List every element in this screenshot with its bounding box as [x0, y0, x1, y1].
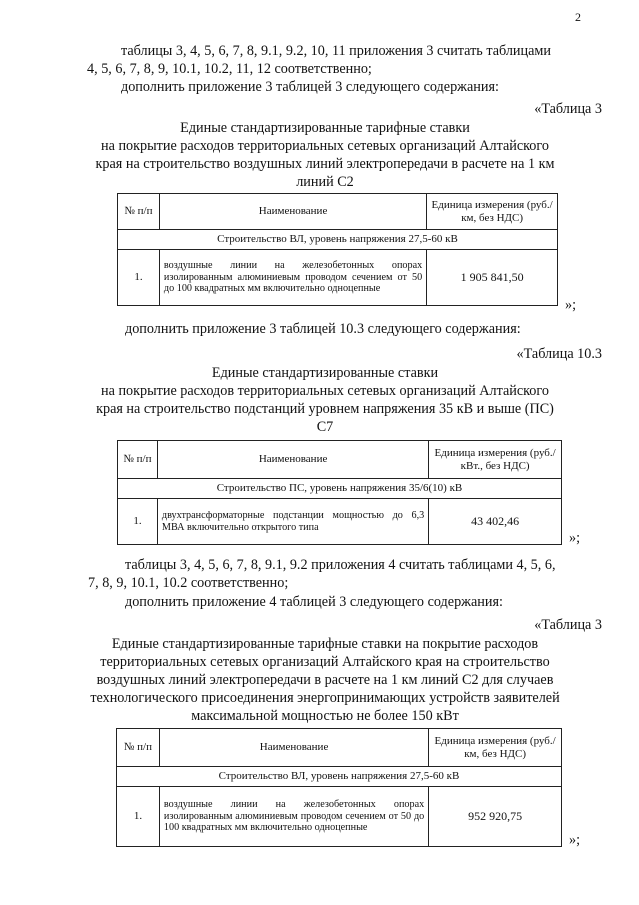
table3-head-num: № п/п [117, 729, 160, 767]
table3-row-desc: воздушные линии на железобетонных опорах изолированным алюминиевым проводом сечением от 50 до 100 квадратных мм включительно одноцепные [159, 787, 428, 847]
intro-line-2: 4, 5, 6, 7, 8, 9, 10.1, 10.2, 11, 12 соответственно; [87, 61, 372, 77]
page-number: 2 [575, 10, 581, 24]
table2-title-2: на покрытие расходов территориальных сетевых организаций Алтайского [101, 383, 549, 399]
table2-head-unit: Единица измерения (руб./кВт., без НДС) [429, 441, 562, 479]
table1-head-unit: Единица измерения (руб./км, без НДС) [427, 194, 558, 230]
table3-title-2: территориальных сетевых организаций Алтайского края на строительство [100, 654, 550, 670]
between-1: дополнить приложение 3 таблицей 10.3 следующего содержания: [125, 321, 521, 337]
table2-head-name: Наименование [157, 441, 428, 479]
table3 [116, 728, 562, 847]
table3-title-4: технологического присоединения энергопринимающих устройств заявителей [90, 690, 560, 706]
table1-row-value: 1 905 841,50 [427, 250, 558, 306]
table3-head-unit: Единица измерения (руб./км, без НДС) [429, 729, 562, 767]
table1 [117, 193, 558, 306]
between-2-line-3: дополнить приложение 4 таблицей 3 следующего содержания: [125, 594, 503, 610]
table3-title-3: воздушных линий электропередачи в расчете на 1 км линий С2 для случаев [96, 672, 554, 688]
table2-section: Строительство ПС, уровень напряжения 35/6(10) кВ [118, 479, 562, 499]
table2-ref: «Таблица 10.3 [516, 346, 602, 362]
table1-title-4: линий С2 [296, 174, 354, 190]
table2-title-3: края на строительство подстанций уровнем напряжения 35 кВ и выше (ПС) [96, 401, 554, 417]
table3-section: Строительство ВЛ, уровень напряжения 27,5-60 кВ [117, 767, 562, 787]
table1-closing: »; [565, 297, 577, 313]
table1-head-num: № п/п [118, 194, 160, 230]
table2-closing: »; [569, 530, 581, 546]
table1-title-3: края на строительство воздушных линий электропередачи в расчете на 1 км [95, 156, 555, 172]
table1-row-desc: воздушные линии на железобетонных опорах изолированным алюминиевым проводом сечением от 50 до 100 квадратных мм включительно одноцепные [159, 250, 426, 306]
table2-title-1: Единые стандартизированные ставки [211, 365, 439, 381]
table3-head-name: Наименование [159, 729, 428, 767]
table1-section: Строительство ВЛ, уровень напряжения 27,5-60 кВ [118, 230, 558, 250]
table3-row-num: 1. [117, 787, 160, 847]
table3-ref: «Таблица 3 [534, 617, 602, 633]
between-2-line-2: 7, 8, 9, 10.1, 10.2 соответственно; [88, 575, 289, 591]
table3-title-5: максимальной мощностью не более 150 кВт [191, 708, 459, 724]
table2-row-num: 1. [118, 499, 158, 545]
table1-head-name: Наименование [159, 194, 426, 230]
between-2-line-1: таблицы 3, 4, 5, 6, 7, 8, 9.1, 9.2 приложения 4 считать таблицами 4, 5, 6, [125, 557, 556, 573]
table2-row-value: 43 402,46 [429, 499, 562, 545]
table2-title-4: С7 [316, 419, 334, 435]
intro-line-1: таблицы 3, 4, 5, 6, 7, 8, 9.1, 9.2, 10, 11 приложения 3 считать таблицами [121, 43, 551, 59]
table1-ref: «Таблица 3 [534, 101, 602, 117]
table1-title-2: на покрытие расходов территориальных сетевых организаций Алтайского [101, 138, 549, 154]
table2-head-num: № п/п [118, 441, 158, 479]
table1-row-num: 1. [118, 250, 160, 306]
table3-closing: »; [569, 832, 581, 848]
intro-line-3: дополнить приложение 3 таблицей 3 следующего содержания: [121, 79, 499, 95]
table3-row-value: 952 920,75 [429, 787, 562, 847]
table2-row-desc: двухтрансформаторные подстанции мощностью до 6,3 МВА включительно открытого типа [157, 499, 428, 545]
table2 [117, 440, 562, 545]
table3-title-1: Единые стандартизированные тарифные ставки на покрытие расходов [111, 636, 539, 652]
table1-title-1: Единые стандартизированные тарифные ставки [180, 120, 470, 136]
